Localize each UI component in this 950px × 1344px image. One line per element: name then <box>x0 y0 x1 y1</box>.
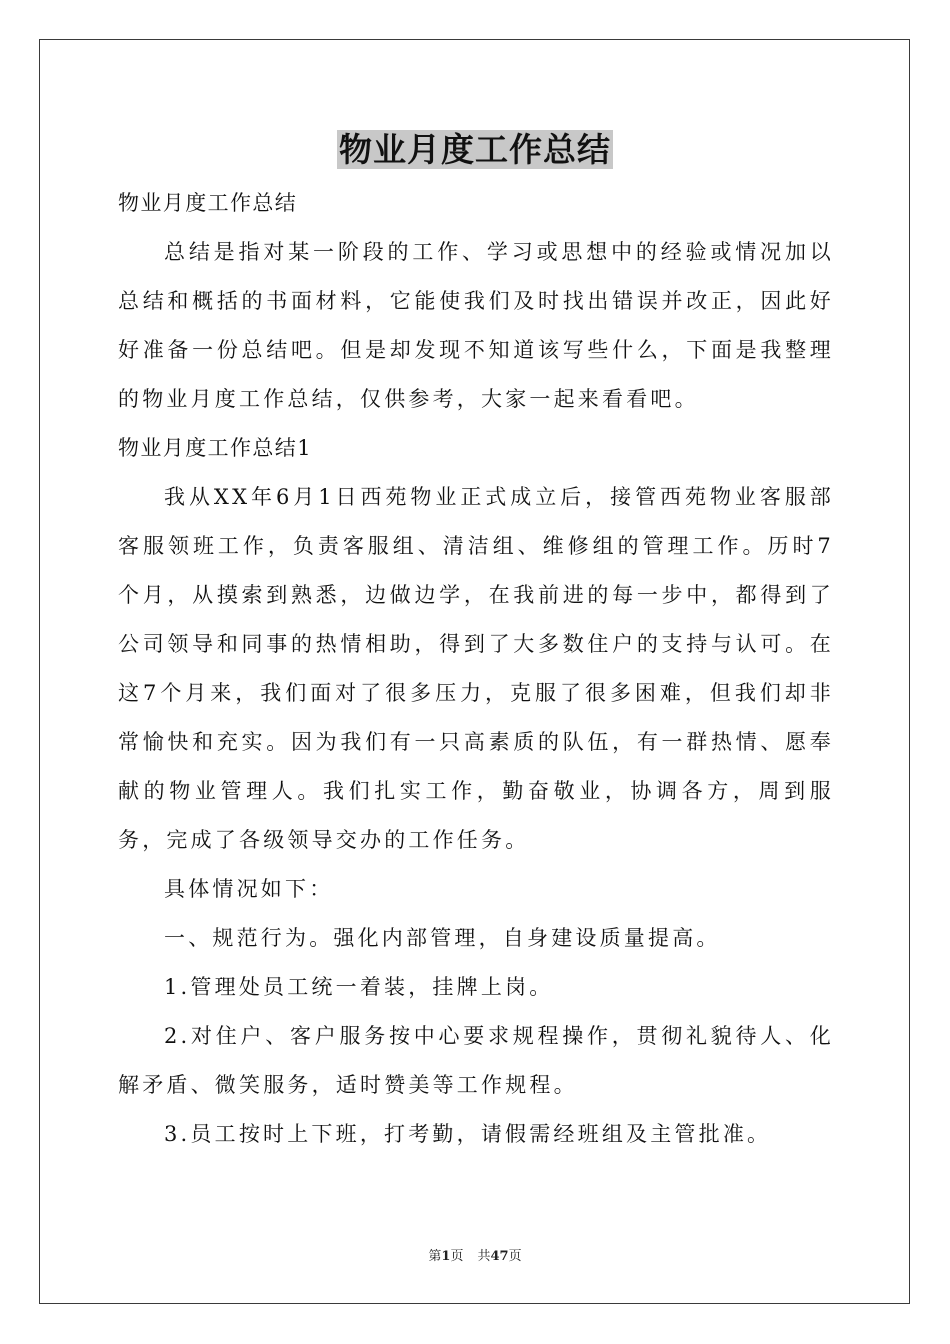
list-item: 2.对住户、客户服务按中心要求规程操作，贯彻礼貌待人、化解矛盾、微笑服务，适时赞美等工作规程。 <box>118 1024 834 1097</box>
page-footer <box>0 1248 950 1266</box>
list-heading: 一、规范行为。强化内部管理，自身建设质量提高。 <box>164 926 721 950</box>
total-label-suffix: 页 <box>508 1249 522 1264</box>
body-paragraph: 具体情况如下： <box>164 877 334 901</box>
section-heading: 物业月度工作总结 <box>118 191 298 215</box>
body-paragraph: 我从XX年6月1日西苑物业正式成立后，接管西苑物业客服部客服领班工作，负责客服组、清洁组、维修组的管理工作。历时7个月，从摸索到熟悉，边做边学，在我前进的每一步中，都得到了公司领导和同事的热情相助，得到了大多数住户的支持与认可。在这7个月来，我们面对了很多压力，克服了很多困难，但我们却非常愉快和充实。因为我们有一只高素质的队伍，有一群热情、愿奉献的物业管理人。我们扎实工作，勤奋敬业，协调各方，周到服务，完成了各级领导交办的工作任务。 <box>118 485 834 852</box>
list-item: 3.员工按时上下班，打考勤，请假需经班组及主管批准。 <box>164 1122 772 1146</box>
document-body <box>118 179 834 1159</box>
document-title-text: 物业月度工作总结 <box>339 130 611 169</box>
total-pages: 47 <box>490 1249 509 1264</box>
intro-paragraph: 总结是指对某一阶段的工作、学习或思想中的经验或情况加以总结和概括的书面材料，它能使我们及时找出错误并改正，因此好好准备一份总结吧。但是却发现不知道该写些什么，下面是我整理的物业月度工作总结，仅供参考，大家一起来看看吧。 <box>118 240 834 411</box>
list-item: 1.管理处员工统一着装，挂牌上岗。 <box>164 975 554 999</box>
page-label-prefix: 第 <box>428 1249 442 1264</box>
page-number: 1 <box>441 1249 451 1264</box>
total-label-prefix: 共 <box>477 1249 491 1264</box>
section-heading-1: 物业月度工作总结1 <box>118 436 312 460</box>
page-label-suffix: 页 <box>450 1249 464 1264</box>
document-title <box>0 126 950 174</box>
